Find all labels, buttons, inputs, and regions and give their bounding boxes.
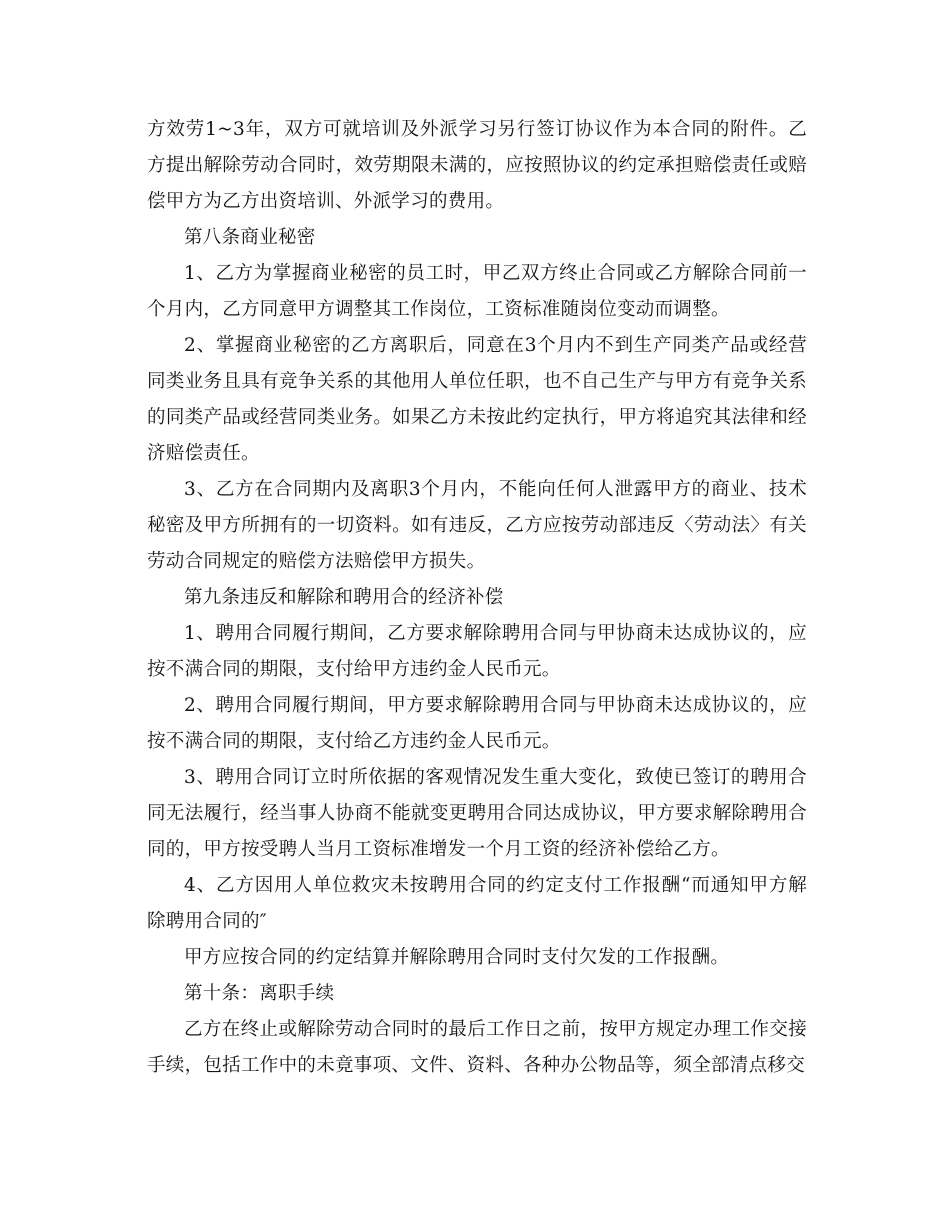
paragraph-article-9-settlement: 甲方应按合同的约定结算并解除聘用合同时支付欠发的工作报酬。 xyxy=(184,947,730,968)
paragraph-article-9-item-3: 3、聘用合同订立时所依据的客观情况发生重大变化，致使已签订的聘用合同无法履行，经当事人协商不能就变更聘用合同达成协议，甲方要求解除聘用合同的，甲方按受聘人当月工资标准增发一个月工资的经济补偿给乙方。 xyxy=(147,767,807,860)
paragraph-article-8-item-2: 2、掌握商业秘密的乙方离职后，同意在3个月内不到生产同类产品或经营同类业务且具有竞争关系的其他用人单位任职，也不自己生产与甲方有竞争关系的同类产品或经营同类业务。如果乙方未按此约定执行，甲方将追究其法律和经济赔偿责任。 xyxy=(147,335,807,464)
document-body xyxy=(147,112,807,1084)
heading-article-8: 第八条商业秘密 xyxy=(184,227,316,248)
heading-article-9: 第九条违反和解除和聘用合的经济补偿 xyxy=(184,587,504,608)
paragraph-article-9-item-2: 2、聘用合同履行期间，甲方要求解除聘用合同与甲协商未达成协议的，应按不满合同的期限，支付给乙方违约金人民币元。 xyxy=(147,695,807,752)
paragraph-article-10-body: 乙方在终止或解除劳动合同时的最后工作日之前，按甲方规定办理工作交接手续，包括工作中的未竟事项、文件、资料、各种办公物品等，须全部清点移交 xyxy=(147,1019,807,1076)
paragraph-article-9-item-4: 4、乙方因用人单位救灾未按聘用合同的约定支付工作报酬“而通知甲方解除聘用合同的″ xyxy=(147,875,807,932)
paragraph-article-8-item-3: 3、乙方在合同期内及离职3个月内，不能向任何人泄露甲方的商业、技术秘密及甲方所拥有的一切资料。如有违反，乙方应按劳动部违反〈劳动法〉有关劳动合同规定的赔偿方法赔偿甲方损失。 xyxy=(147,479,807,572)
paragraph-training-continuation: 方效劳1~3年，双方可就培训及外派学习另行签订协议作为本合同的附件。乙方提出解除劳动合同时，效劳期限未满的，应按照协议的约定承担赔偿责任或赔偿甲方为乙方出资培训、外派学习的费用。 xyxy=(147,119,807,212)
heading-article-10: 第十条：离职手续 xyxy=(184,983,335,1004)
paragraph-article-9-item-1: 1、聘用合同履行期间，乙方要求解除聘用合同与甲协商未达成协议的，应按不满合同的期限，支付给甲方违约金人民币元。 xyxy=(147,623,807,680)
paragraph-article-8-item-1: 1、乙方为掌握商业秘密的员工时，甲乙双方终止合同或乙方解除合同前一个月内，乙方同意甲方调整其工作岗位，工资标准随岗位变动而调整。 xyxy=(147,263,807,320)
